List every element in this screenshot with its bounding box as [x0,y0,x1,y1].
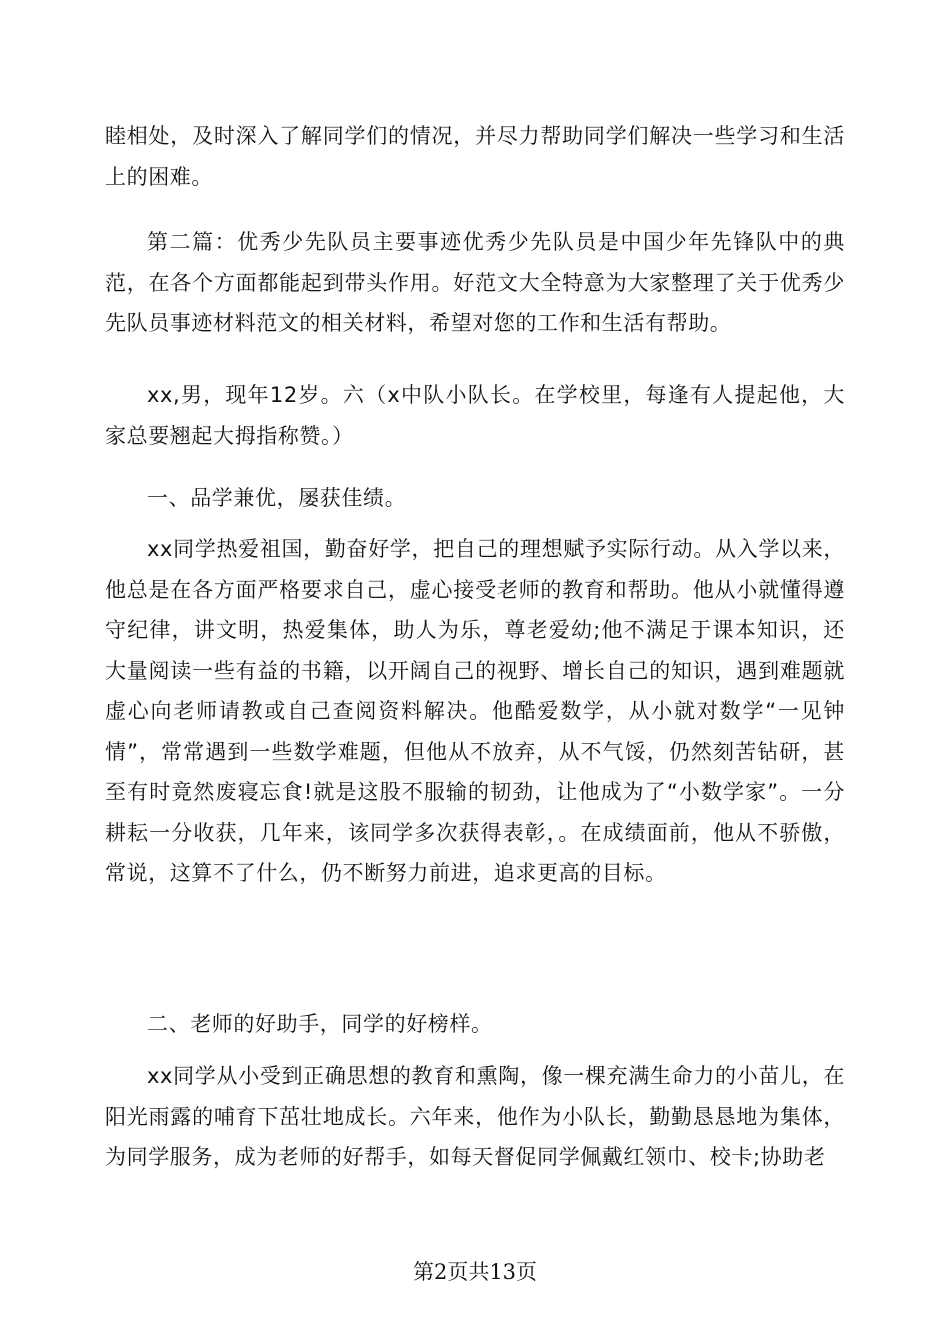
page-number-footer: 第2页共13页 [412,1260,538,1284]
paragraph-study-achievements: xx同学热爱祖国，勤奋好学，把自己的理想赋予实际行动。从入学以来，他总是在各方面严格要求自己，虚心接受老师的教育和帮助。他从小就懂得遵守纪律，讲文明，热爱集体，助人为乐，尊老爱幼;他不满足于课本知识，还大量阅读一些有益的书籍，以开阔自己的视野、增长自己的知识，遇到难题就虚心向老师请教或自己查阅资料解决。他酷爱数学，从小就对数学“一见钟情”，常常遇到一些数学难题，但他从不放弃，从不气馁，仍然刻苦钻研，甚至有时竟然废寝忘食!就是这股不服输的韧劲，让他成为了“小数学家”。一分耕耘一分收获，几年来，该同学多次获得表彰，。在成绩面前，他从不骄傲，常说，这算不了什么，仍不断努力前进，追求更高的目标。 [105,537,845,885]
section-heading-one: 一、品学兼优，屡获佳绩。 [147,486,407,510]
paragraph-continuation: 睦相处，及时深入了解同学们的情况，并尽力帮助同学们解决一些学习和生活上的困难。 [105,124,845,189]
paragraph-helper-role-model: xx同学从小受到正确思想的教育和熏陶，像一棵充满生命力的小苗儿，在阳光雨露的哺育下茁壮地成长。六年来，他作为小队长，勤勤恳恳地为集体，为同学服务，成为老师的好帮手，如每天督促同学佩戴红领巾、校卡;协助老 [105,1064,845,1169]
paragraph-second-article-intro: 第二篇：优秀少先队员主要事迹优秀少先队员是中国少年先锋队中的典范，在各个方面都能起到带头作用。好范文大全特意为大家整理了关于优秀少先队员事迹材料范文的相关材料，希望对您的工作和生活有帮助。 [105,230,845,335]
section-heading-two: 二、老师的好助手，同学的好榜样。 [147,1012,493,1036]
paragraph-student-intro: xx,男，现年12岁。六（x中队小队长。在学校里，每逢有人提起他，大家总要翘起大拇指称赞。） [105,383,845,448]
